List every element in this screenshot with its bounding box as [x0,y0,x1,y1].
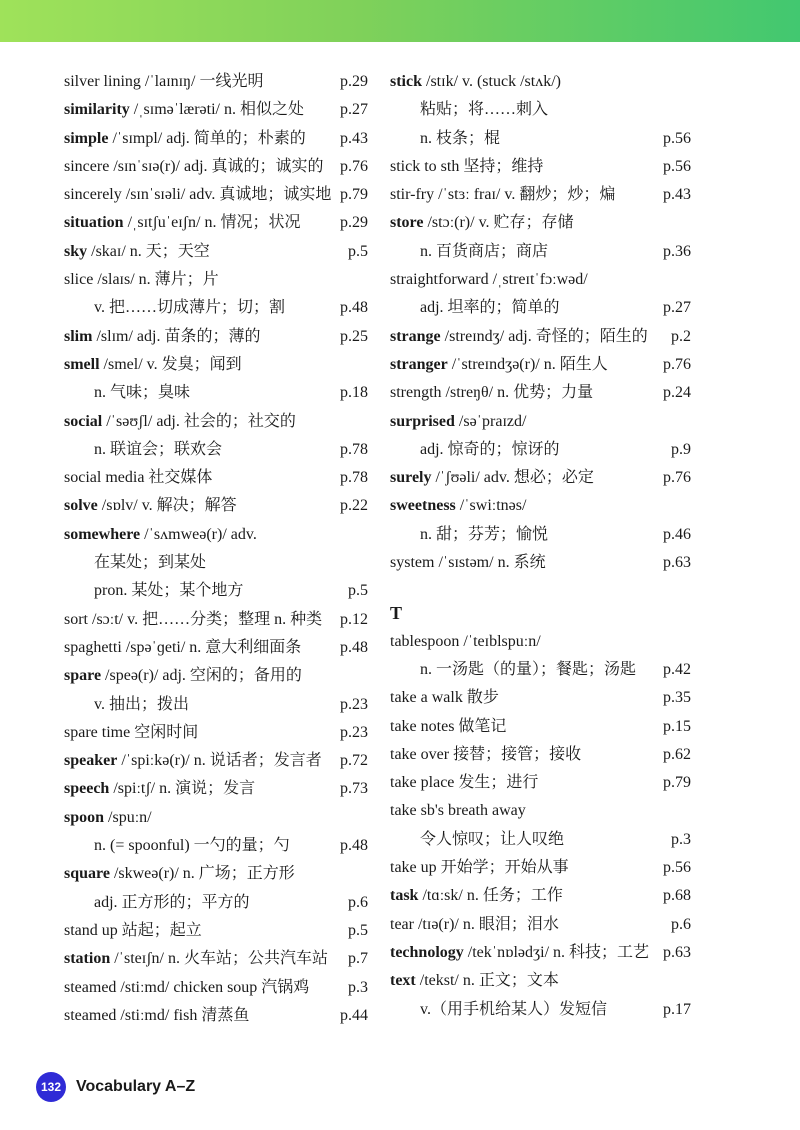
page-reference: p.73 [340,780,368,798]
vocab-entry [64,747,368,775]
headword: spaghetti [64,638,122,656]
vocab-entry [64,96,368,124]
definition-text: n. 气味；臭味 [94,384,191,402]
vocab-entry [390,769,691,797]
definition-text: /spiːtʃ/ n. 演说；发言 [109,780,256,798]
definition-text: /slɪm/ adj. 苗条的；薄的 [92,327,261,345]
definition-text: 做笔记 [454,717,507,735]
definition-text: n. 一汤匙（的量）；餐匙；汤匙 [420,660,637,678]
vocab-entry [390,492,691,520]
page-reference: p.24 [663,384,691,402]
vocab-entry [390,238,691,266]
vocab-entry [64,351,368,379]
page-reference: p.46 [663,525,691,543]
definition-text: /ˈlaɪnɪŋ/ 一线光明 [140,73,264,90]
definition-text: /ˈʃʊəli/ adv. 想必；必定 [431,469,594,487]
page-reference: p.6 [671,915,691,933]
headword: take up [390,859,437,877]
definition-text: n. 甜；芬芳；愉悦 [420,525,549,543]
vocab-entry [390,741,691,769]
vocab-entry [64,181,368,209]
headword: tablespoon [390,632,460,650]
page-reference: p.3 [348,978,368,996]
definition-text: /ˈsɪstəm/ n. 系统 [434,554,546,572]
headword: situation [64,214,124,232]
definition-text: /ˈstɜː fraɪ/ v. 翻炒；炒；煸 [434,186,616,204]
vocab-entry [390,323,691,351]
headword: stranger [390,355,448,373]
headword: speaker [64,752,118,770]
definition-text: 开始学；开始从事 [436,859,569,877]
page-reference: p.68 [663,887,691,905]
page-reference: p.56 [663,157,691,175]
page-reference: p.23 [340,695,368,713]
vocab-entry [64,266,368,294]
vocab-entry [64,408,368,436]
definition-text: /ˌsɪtʃuˈeɪʃn/ n. 情况；状况 [123,214,301,232]
headword: system [390,554,435,572]
page-footer [36,1072,195,1102]
page-reference: p.63 [663,943,691,961]
vocab-entry [390,549,691,577]
definition-text: /sɪnˈsɪəli/ adv. 真诚地；诚实地 [121,186,332,204]
definition-text: n. (= spoonful) 一勺的量；勺 [94,837,290,855]
vocab-entry [390,939,691,967]
definition-text: /spuːn/ [104,808,152,826]
definition-text: /stɪk/ v. (stuck /stʌk/) [422,73,561,90]
vocab-entry [64,634,368,662]
page-reference: p.27 [340,101,368,119]
headword: square [64,865,110,883]
definition-text: /tekˈnɒlədʒi/ n. 科技；工艺 [463,943,650,961]
definition-text: 社交媒体 [144,469,213,487]
definition-text: /ˈsəʊʃl/ adj. 社会的；社交的 [102,412,296,430]
page-number-badge: 132 [36,1072,66,1102]
page-reference: p.76 [340,157,368,175]
footer-title: Vocabulary A–Z [76,1078,196,1095]
vocab-entry [64,1002,368,1030]
vocab-entry [64,436,368,464]
headword: technology [390,943,464,961]
headword: stick to sth [390,157,460,175]
definition-text: 坚持；维持 [459,157,544,175]
headword: surely [390,469,432,487]
page-reference: p.25 [340,327,368,345]
definition-text: /sɒlv/ v. 解决；解答 [97,497,237,515]
definition-text: /ˈspiːkə(r)/ n. 说话者；发言者 [117,752,322,770]
vocab-entry [390,125,691,153]
page-reference: p.48 [340,638,368,656]
definition-text: /ˌsɪməˈlærəti/ n. 相似之处 [129,101,304,119]
definition-text: /spəˈɡeti/ n. 意大利细面条 [121,638,302,656]
page-reference: p.35 [663,689,691,707]
definition-text: /speə(r)/ adj. 空闲的；备用的 [101,667,302,685]
page-reference: p.23 [340,723,368,741]
page-reference: p.43 [340,129,368,147]
vocab-entry [64,323,368,351]
definition-text: /sɔːt/ v. 把……分类；整理 n. 种类 [88,610,323,628]
headword: slim [64,327,93,345]
definition-text: /səˈpraɪzd/ [454,412,527,430]
vocab-entry [64,379,368,407]
page-reference: p.9 [671,440,691,458]
page-reference: p.44 [340,1006,368,1024]
page-reference: p.5 [348,921,368,939]
headword: spare [64,667,102,685]
page-reference: p.63 [663,554,691,572]
headword: steamed [64,978,117,996]
page-reference: p.17 [663,1000,691,1018]
page-reference: p.78 [340,440,368,458]
vocab-entry [64,974,368,1002]
page-reference: p.29 [340,214,368,232]
page-reference: p.56 [663,129,691,147]
section-letter [390,599,691,627]
vocab-entry [64,945,368,973]
headword: simple [64,129,109,147]
vocab-entry [390,464,691,492]
headword: social media [64,469,145,487]
definition-text: n. 枝条；棍 [420,129,501,147]
definition-text: n. 百货商店；商店 [420,242,549,260]
section-letter-text: T [390,603,403,624]
headword: social [64,412,103,430]
headword: surprised [390,412,455,430]
vocab-entry [64,860,368,888]
definition-text: /tɪə(r)/ n. 眼泪；泪水 [413,915,559,933]
headword: smell [64,355,100,373]
page-reference: p.72 [340,752,368,770]
page-reference: p.76 [663,469,691,487]
headword: speech [64,780,110,798]
vocab-entry [64,153,368,181]
page-reference: p.79 [340,186,368,204]
definition-text: adj. 惊奇的；惊讶的 [420,440,560,458]
vocab-entry [64,662,368,690]
page-reference: p.15 [663,717,691,735]
definition-text: /ˈsteɪʃn/ n. 火车站；公共汽车站 [110,950,329,968]
definition-text: /ˈstreɪndʒə(r)/ n. 陌生人 [447,355,608,373]
headword: spoon [64,808,105,826]
vocab-entry [64,917,368,945]
page-reference: p.5 [348,582,368,600]
vocab-entry [64,889,368,917]
headword: take sb's breath away [390,802,526,820]
definition-text: 散步 [462,689,499,707]
page-reference: p.56 [663,859,691,877]
vocab-entry [64,832,368,860]
definition-text: v. 把……切成薄片；切；割 [94,299,285,317]
headword: sincerely [64,186,122,204]
vocab-entry [64,719,368,747]
headword: task [390,887,419,905]
page-reference: p.36 [663,242,691,260]
definition-text: v. 抽出；拨出 [94,695,189,713]
page-reference: p.48 [340,837,368,855]
vocab-entry [390,153,691,181]
vocab-entry [390,379,691,407]
vocab-entry [390,684,691,712]
headword: tear [390,915,414,933]
definition-text: /ˈteɪblspuːn/ [459,632,541,650]
page-reference: p.6 [348,893,368,911]
headword: take notes [390,717,455,735]
headword: stick [390,73,422,90]
headword: sort [64,610,88,628]
definition-text: /ˈsɪmpl/ adj. 简单的；朴素的 [108,129,306,147]
definition-text: /slaɪs/ n. 薄片；片 [93,271,219,289]
vocab-entry [390,967,691,995]
definition-text: /skweə(r)/ n. 广场；正方形 [109,865,295,883]
vocab-entry [390,436,691,464]
page-reference: p.42 [663,660,691,678]
vocab-entry [390,826,691,854]
page-reference: p.29 [340,73,368,90]
headword: somewhere [64,525,141,543]
headword: strange [390,327,441,345]
headword: sincere [64,157,110,175]
vocab-entry [390,408,691,436]
page-reference: p.43 [663,186,691,204]
definition-text: /stiːmd/ chicken soup 汽锅鸡 [116,978,310,996]
definition-text: 站起；起立 [117,921,202,939]
vocab-entry [64,209,368,237]
definition-text: v.（用手机给某人）发短信 [420,1000,607,1018]
vocabulary-column-left [64,68,368,1030]
page-reference: p.7 [348,950,368,968]
page-reference: p.22 [340,497,368,515]
definition-text: /ˈsʌmweə(r)/ adv. [140,525,257,543]
definition-text: /streɪndʒ/ adj. 奇怪的；陌生的 [440,327,648,345]
vocab-entry [390,882,691,910]
definition-text: 空闲时间 [130,723,199,741]
vocab-entry [64,691,368,719]
definition-text: /smel/ v. 发臭；闻到 [99,355,242,373]
definition-text: adj. 坦率的；简单的 [420,299,560,317]
vocab-entry [390,628,691,656]
vocab-entry [390,854,691,882]
vocab-entry [64,775,368,803]
definition-text: adj. 正方形的；平方的 [94,893,250,911]
vocab-entry [64,549,368,577]
definition-text: /tekst/ n. 正文；文本 [415,972,559,990]
vocab-entry [64,125,368,153]
definition-text: 接替；接管；接收 [449,745,582,763]
headword: spare time [64,723,131,741]
definition-text: 粘贴；将……刺入 [420,101,549,119]
page-reference: p.78 [340,469,368,487]
definition-text: 在某处；到某处 [94,554,207,572]
vocab-entry [390,181,691,209]
headword: station [64,950,111,968]
headword: take a walk [390,689,463,707]
definition-text: /skaɪ/ n. 天；天空 [87,242,210,260]
page-reference: p.5 [348,242,368,260]
headword: sky [64,242,88,260]
page-reference: p.3 [671,830,691,848]
definition-text: 发生；进行 [454,774,539,792]
vocab-entry [64,68,368,96]
definition-text: /ˌstreɪtˈfɔːwəd/ [488,271,588,289]
headword: slice [64,271,94,289]
vocab-entry [390,797,691,825]
headword: silver lining [64,73,141,90]
definition-text: /tɑːsk/ n. 任务；工作 [418,887,563,905]
headword: stand up [64,921,118,939]
vocab-entry [64,577,368,605]
headword: stir-fry [390,186,435,204]
vocab-entry [390,521,691,549]
page-reference: p.62 [663,745,691,763]
page-reference: p.2 [671,327,691,345]
page-reference: p.18 [340,384,368,402]
vocab-entry [64,238,368,266]
vocab-entry [64,294,368,322]
definition-text: 令人惊叹；让人叹绝 [420,830,565,848]
headword: text [390,972,416,990]
page-reference: p.76 [663,355,691,373]
page-reference: p.27 [663,299,691,317]
definition-text: /stɔː(r)/ v. 贮存；存储 [423,214,574,232]
vocab-entry [64,492,368,520]
vocabulary-column-right [390,68,691,1024]
definition-text: /ˈswiːtnəs/ [455,497,527,515]
vocab-entry [390,351,691,379]
vocab-entry [390,266,691,294]
vocab-entry [64,804,368,832]
vocab-entry [390,996,691,1024]
headword: sweetness [390,497,456,515]
headword: steamed [64,1006,117,1024]
definition-text: /stiːmd/ fish 清蒸鱼 [116,1006,250,1024]
definition-text: pron. 某处；某个地方 [94,582,244,600]
header-color-band [0,0,800,42]
headword: strength [390,384,442,402]
vocab-entry [64,464,368,492]
section-gap [390,577,691,599]
definition-text: n. 联谊会；联欢会 [94,440,223,458]
page-reference: p.12 [340,610,368,628]
page-reference: p.79 [663,774,691,792]
headword: store [390,214,424,232]
vocab-entry [390,209,691,237]
vocab-entry [390,656,691,684]
headword: similarity [64,101,130,119]
vocab-entry [390,68,691,96]
vocab-entry [390,713,691,741]
headword: straightforward [390,271,489,289]
definition-text: /streŋθ/ n. 优势；力量 [441,384,594,402]
vocab-entry [390,294,691,322]
headword: take over [390,745,450,763]
vocab-entry [64,606,368,634]
definition-text: /sɪnˈsɪə(r)/ adj. 真诚的；诚实的 [109,157,324,175]
vocab-entry [390,96,691,124]
headword: solve [64,497,98,515]
page-reference: p.48 [340,299,368,317]
vocab-entry [64,521,368,549]
vocab-entry [390,911,691,939]
headword: take place [390,774,455,792]
